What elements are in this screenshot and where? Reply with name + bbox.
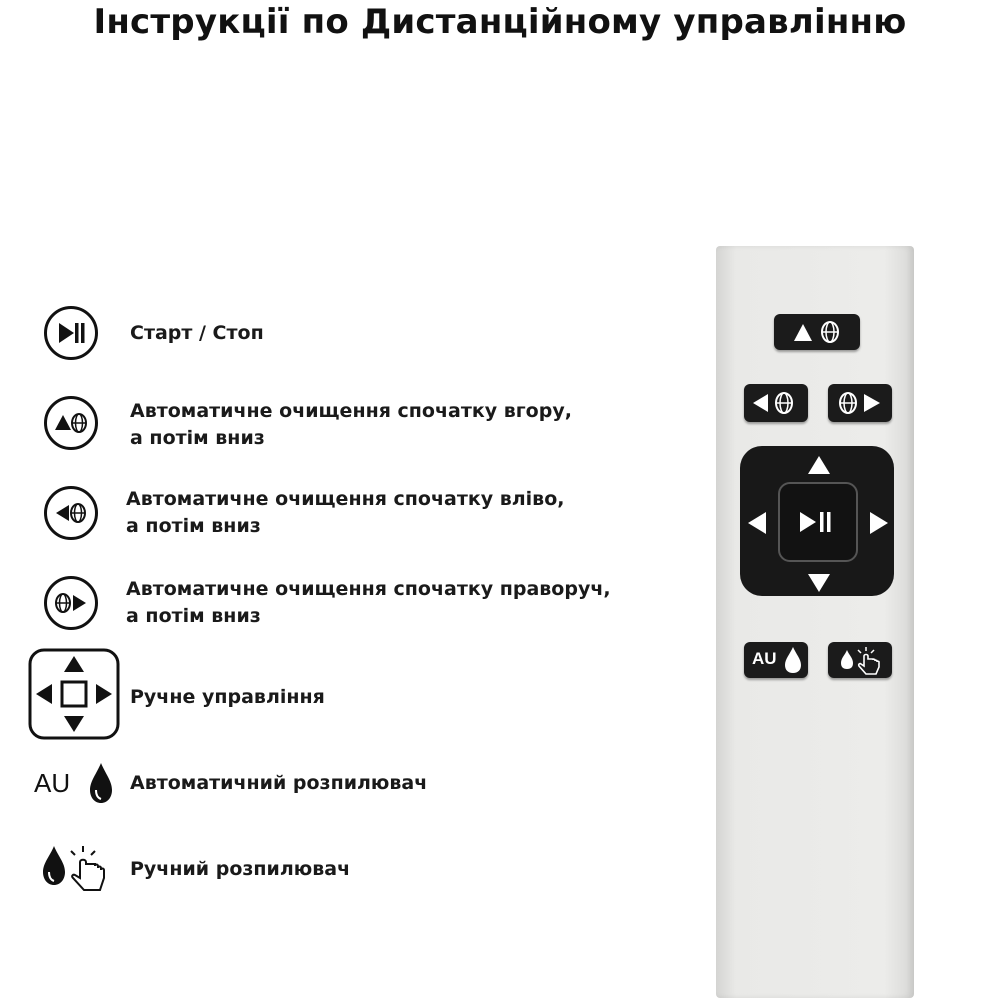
remote-au-text: AU xyxy=(752,649,777,668)
remote-manual-sprayer-button[interactable] xyxy=(828,642,892,678)
auto-sprayer-icon xyxy=(34,760,120,806)
auto-right-icon xyxy=(44,576,98,630)
play-pause-icon xyxy=(44,306,98,360)
page-title: Інструкції по Дистанційному управлінню xyxy=(93,2,907,42)
remote-dpad xyxy=(740,446,894,596)
auto-up-label-line2: а потім вниз xyxy=(130,427,265,449)
start-stop-label: Старт / Стоп xyxy=(130,322,264,344)
auto-right-label-line2: а потім вниз xyxy=(126,605,261,627)
dpad-icon xyxy=(28,648,120,740)
dpad-left-button[interactable] xyxy=(740,504,772,540)
remote-auto-right-button[interactable] xyxy=(828,384,892,422)
manual-control-label: Ручне управління xyxy=(130,686,325,708)
remote-auto-up-button[interactable] xyxy=(774,314,860,350)
manual-sprayer-label: Ручний розпилювач xyxy=(130,858,351,880)
dpad-down-button[interactable] xyxy=(802,564,836,596)
auto-right-label-line1: Автоматичне очищення спочатку праворуч, xyxy=(126,578,611,600)
dpad-up-button[interactable] xyxy=(802,448,836,480)
auto-up-icon xyxy=(44,396,98,450)
remote-auto-sprayer-button[interactable] xyxy=(744,642,808,678)
remote-control xyxy=(716,246,914,998)
au-text: AU xyxy=(34,768,71,798)
auto-left-icon xyxy=(44,486,98,540)
auto-up-label-line1: Автоматичне очищення спочатку вгору, xyxy=(130,400,572,422)
auto-left-label-line1: Автоматичне очищення спочатку вліво, xyxy=(126,488,565,510)
dpad-right-button[interactable] xyxy=(862,504,894,540)
remote-start-stop-button[interactable] xyxy=(778,482,858,562)
auto-sprayer-label: Автоматичний розпилювач xyxy=(130,772,428,794)
auto-left-label-line2: а потім вниз xyxy=(126,515,261,537)
manual-sprayer-icon xyxy=(40,842,116,894)
remote-auto-left-button[interactable] xyxy=(744,384,808,422)
